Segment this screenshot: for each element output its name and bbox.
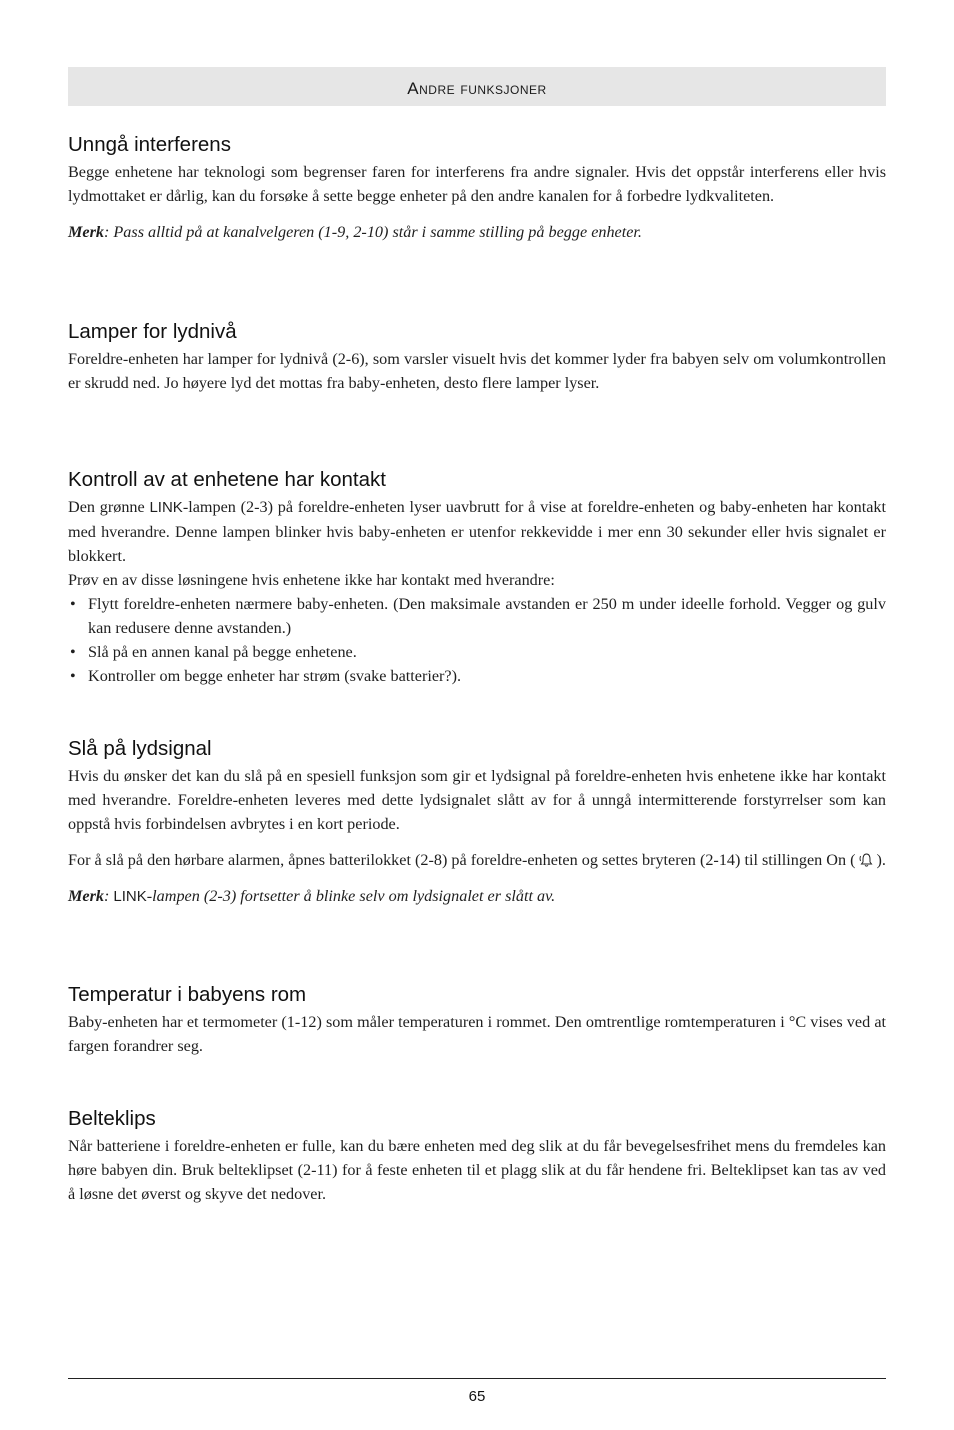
section-heading: Unngå interferens <box>68 133 231 156</box>
text-span: -lampen (2-3) på foreldre-enheten lyser uavbrutt for å vise at foreldre-enheten og baby-enheten har kontakt med hverandre. Denne lampen blinker hvis baby-enheten er utenfor rekkevidde i mer enn 30 sekunder eller hvis signalet er blokkert. <box>68 498 887 565</box>
bell-icon <box>859 852 874 868</box>
section-heading: Belteklips <box>68 1107 156 1130</box>
section-belt-clip <box>68 1106 886 1206</box>
link-label: LINK <box>149 499 183 516</box>
section-heading: Lamper for lydnivå <box>68 320 237 343</box>
section-paragraph: Når batteriene i foreldre-enheten er fulle, kan du bære enheten med deg slik at du får bevegelsesfrihet mens du fremdeles kan høre babyen din. Bruk belteklipset (2-11) for å feste enheten til et plagg slik at du får hendene fri. Belteklipset kan tas av ved å løsne det øverst og skyve det nedover. <box>68 1137 886 1203</box>
section-heading: Slå på lydsignal <box>68 737 212 760</box>
section-paragraph: Prøv en av disse løsningene hvis enhetene ikke har kontakt med hverandre: <box>68 571 555 589</box>
link-label: LINK <box>113 888 147 905</box>
section-sound-lamps <box>68 319 886 395</box>
section-heading: Kontroll av at enhetene har kontakt <box>68 468 386 491</box>
note-label: Merk <box>68 887 104 905</box>
section-paragraph <box>68 848 886 872</box>
section-heading: Temperatur i babyens rom <box>68 983 307 1006</box>
list-item: • Kontroller om begge enheter har strøm (svake batterier?). <box>68 664 886 688</box>
note <box>68 884 886 909</box>
solution-list <box>68 592 886 688</box>
chapter-title: Andre funksjoner <box>407 79 547 98</box>
footer-divider <box>68 1378 886 1379</box>
section-paragraph: Baby-enheten har et termometer (1-12) som måler temperaturen i rommet. Den omtrentlige romtemperaturen i °C vises ved at fargen forandrer seg. <box>68 1013 886 1055</box>
note-text: -lampen (2-3) fortsetter å blinke selv om lydsignalet er slått av. <box>146 887 556 905</box>
text-span: : <box>103 887 114 905</box>
section-paragraph: Begge enhetene har teknologi som begrenser faren for interferens fra andre signaler. Hvis det oppstår interferens eller hvis lydmottaket er dårlig, kan du forsøke å sette begge enheter på den andre kanalen for å forbedre lydkvaliteten. <box>68 163 886 205</box>
section-paragraph <box>68 495 886 568</box>
note-label: Merk <box>68 223 104 241</box>
section-sound-signal <box>68 736 886 909</box>
text-span: ). <box>876 851 886 869</box>
section-paragraph: Hvis du ønsker det kan du slå på en spesiell funksjon som gir et lydsignal på foreldre-enheten hvis enhetene ikke har kontakt med hverandre. Foreldre-enheten leveres med dette lydsignalet slått av for å unngå intermitterende forstyrrelser som kan oppstå hvis forbindelsen avbrytes i en kort periode. <box>68 767 886 833</box>
text-span: Den grønne <box>68 498 150 516</box>
note-text: : Pass alltid på at kanalvelgeren (1-9, 2-10) står i samme stilling på begge enheter. <box>103 223 642 241</box>
list-item: • Flytt foreldre-enheten nærmere baby-enheten. (Den maksimale avstanden er 250 m under ideelle forhold. Vegger og gulv kan redusere denne avstanden.) <box>68 592 886 640</box>
section-link-check <box>68 467 886 688</box>
text-span: For å slå på den hørbare alarmen, åpnes batterilokket (2-8) på foreldre-enheten og settes bryteren (2-14) til stillingen On ( <box>68 851 856 869</box>
note <box>68 220 886 244</box>
section-temperature <box>68 982 886 1058</box>
page-number: 65 <box>468 1388 486 1405</box>
list-item: • Slå på en annen kanal på begge enhetene. <box>68 640 886 664</box>
chapter-header <box>68 67 886 106</box>
section-interference <box>68 132 886 244</box>
section-paragraph: Foreldre-enheten har lamper for lydnivå (2-6), som varsler visuelt hvis det kommer lyder fra babyen selv om volumkontrollen er skrudd ned. Jo høyere lyd det mottas fra baby-enheten, desto flere lamper lyser. <box>68 350 886 392</box>
